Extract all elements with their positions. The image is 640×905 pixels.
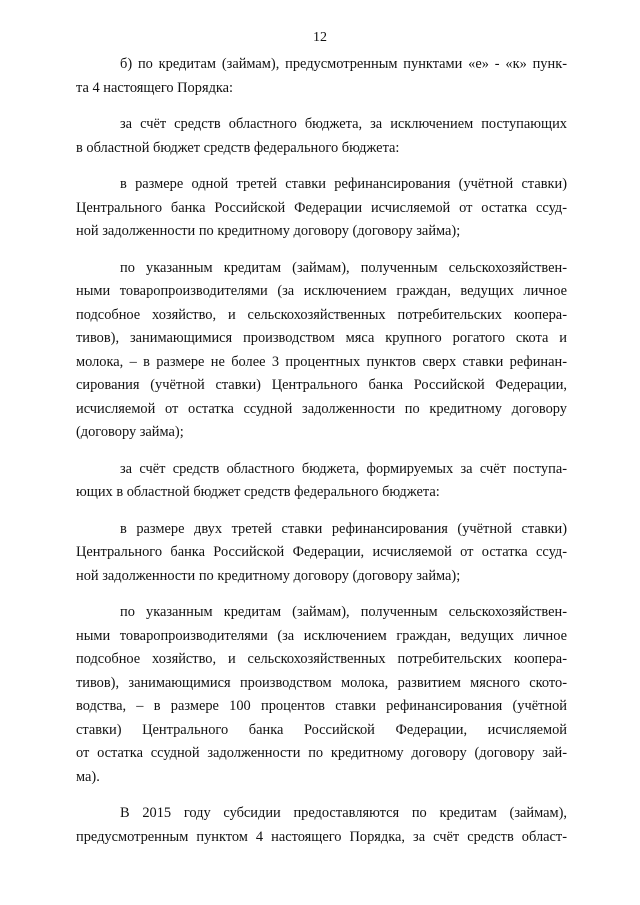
text-line: ной задолженности по кредитному договору (договору займа); [76,223,461,239]
paragraph-federal-funds [76,458,567,505]
paragraph-regional-budget [76,113,567,160]
text-line: за счёт средств областного бюджета, формируемых за счёт поступа- [120,460,567,477]
page-number: 12 [313,30,327,45]
text-line: тивов), занимающимися производством мяса крупного рогатого скота и [76,330,567,346]
text-line: ной задолженности по кредитному договору (договору займа); [76,567,461,584]
text-line: подсобное хозяйство, и сельскохозяйственных потребительских коопера- [76,651,567,667]
paragraph-two-thirds-rate [76,518,567,589]
text-line: предусмотренным пунктом 4 настоящего Порядка, за счёт средств област- [76,828,567,845]
text-line: Центрального банка Российской Федерации, исчисляемой от остатка ссуд- [76,544,567,560]
text-line: тивов), занимающимися производством молока, развитием мясного ското- [76,674,567,691]
text-line: б) по кредитам (займам), предусмотренным пунктами «е» - «к» пунк- [120,56,567,72]
text-line: В 2015 году субсидии предоставляются по кредитам (займам), [120,805,567,821]
text-line: молока, – в размере не более 3 процентных пунктов сверх ставки рефинан- [76,353,567,370]
text-line: ными товаропроизводителями (за исключением граждан, ведущих личное [76,627,567,644]
paragraph-2015-subsidies [76,802,567,849]
text-line: та 4 настоящего Порядка: [76,79,234,96]
text-line: исчисляемой от остатка ссудной задолженности по кредитному договору [76,400,567,417]
text-line: сирования (учётной ставки) Центрального банка Российской Федерации, [76,377,567,393]
text-line: ма). [76,768,100,785]
text-line: ными товаропроизводителями (за исключением граждан, ведущих личное [76,283,567,299]
paragraph-credits-b [76,53,567,100]
text-line: за счёт средств областного бюджета, за исключением поступающих [120,116,567,132]
text-line: в областной бюджет средств федерального бюджета: [76,139,400,156]
text-line: (договору займа); [76,424,184,440]
text-line: подсобное хозяйство, и сельскохозяйственных потребительских коопера- [76,306,567,323]
text-line: в размере двух третей ставки рефинансирования (учётной ставки) [120,520,567,537]
text-line: по указанным кредитам (займам), полученным сельскохозяйствен- [120,604,567,620]
paragraph-one-third-rate [76,173,567,244]
document-body [76,53,567,862]
paragraph-cattle-producers [76,257,567,445]
text-line: в размере одной третей ставки рефинансирования (учётной ставки) [120,176,567,192]
text-line: ставки) Центрального банка Российской Федерации, исчисляемой [76,721,567,738]
paragraph-milk-producers [76,601,567,789]
text-line: водства, – в размере 100 процентов ставки рефинансирования (учётной [76,698,567,714]
text-line: от остатка ссудной задолженности по кредитному договору (договору зай- [76,745,567,761]
text-line: Центрального банка Российской Федерации исчисляемой от остатка ссуд- [76,199,567,216]
text-line: ющих в областной бюджет средств федерального бюджета: [76,484,440,500]
text-line: по указанным кредитам (займам), полученным сельскохозяйствен- [120,259,567,276]
